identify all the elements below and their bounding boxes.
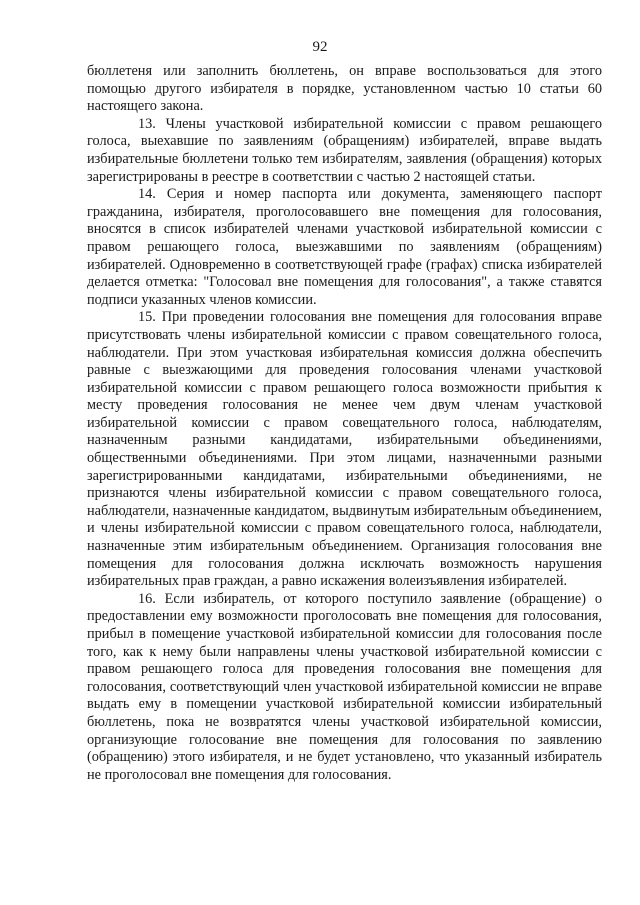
body-text xyxy=(87,63,602,784)
paragraph-continuation: бюллетеня или заполнить бюллетень, он вправе воспользоваться для этого помощью другого избирателя в порядке, установленном частью 10 статьи 60 настоящего закона. xyxy=(87,63,602,115)
paragraph-15: 15. При проведении голосования вне помещения для голосования вправе присутствовать члены избирательной комиссии с правом совещательного голоса, наблюдатели. При этом участковая избирательная комиссия должна обеспечить равные с выезжающими для проведения голосования членами участковой избирательной комиссии с правом решающего голоса возможности прибытия к месту проведения голосования не менее чем двум членам участковой избирательной комиссии с правом совещательного голоса, наблюдателям, назначенным разными кандидатами, избирательными объединениями, общественными объединениями. При этом лицами, назначенными разными зарегистрированными кандидатами, избирательными объединениями, не признаются члены избирательной комиссии с правом совещательного голоса, наблюдатели, назначенные кандидатом, выдвинутым избирательным объединением, и члены избирательной комиссии с правом совещательного голоса, наблюдатели, назначенные этим избирательным объединением. Организация голосования вне помещения для голосования должна исключать возможность нарушения избирательных прав граждан, а равно искажения волеизъявления избирателей. xyxy=(87,309,602,590)
paragraph-16: 16. Если избиратель, от которого поступило заявление (обращение) о предоставлении ему возможности проголосовать вне помещения для голосования, прибыл в помещение участковой избирательной комиссии для голосования после того, как к нему были направлены члены участковой избирательной комиссии с правом решающего голоса для проведения голосования вне помещения для голосования, соответствующий член участковой избирательной комиссии не вправе выдать ему в помещении участковой избирательной комиссии избирательный бюллетень, пока не возвратятся члены участковой избирательной комиссии, организующие голосование вне помещения для голосования по заявлению (обращению) этого избирателя, и не будет установлено, что указанный избиратель не проголосовал вне помещения для голосования. xyxy=(87,590,602,783)
paragraph-14: 14. Серия и номер паспорта или документа, заменяющего паспорт гражданина, избирателя, проголосовавшего вне помещения для голосования, вносятся в список избирателей членами участковой избирательной комиссии с правом решающего голоса, выезжавшими по заявлениям (обращениям) избирателей. Одновременно в соответствующей графе (графах) списка избирателей делается отметка: "Голосовал вне помещения для голосования", а также ставятся подписи указанных членов комиссии. xyxy=(87,186,602,308)
page-number: 92 xyxy=(312,39,328,55)
paragraph-13: 13. Члены участковой избирательной комиссии с правом решающего голоса, выехавшие по заявлениям (обращениям) избирателей, вправе выдать избирательные бюллетени только тем избирателям, заявления (обращения) которых зарегистрированы в реестре в соответствии с частью 2 настоящей статьи. xyxy=(87,115,602,185)
